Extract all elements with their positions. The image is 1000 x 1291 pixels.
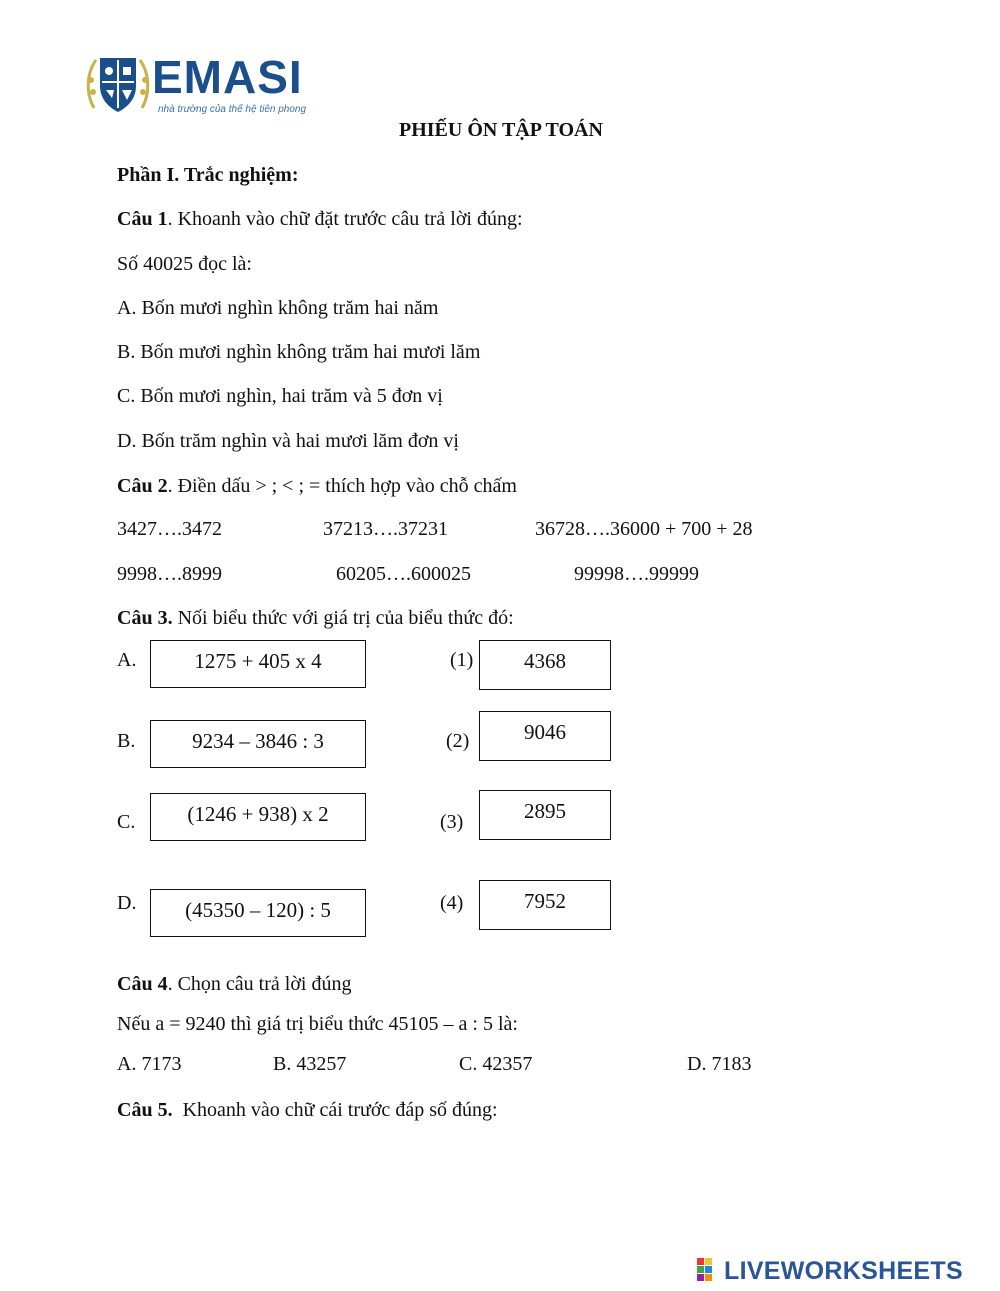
question-2 xyxy=(117,475,517,498)
expression-letter: A. xyxy=(117,649,137,671)
value-number: (4) xyxy=(440,892,464,914)
question-5 xyxy=(117,1099,498,1122)
school-crest-icon xyxy=(84,50,152,118)
expression-box-d[interactable]: (45350 – 120) : 5 xyxy=(150,889,366,937)
compare-item[interactable]: 99998….99999 xyxy=(574,563,699,585)
brand-slogan: nhà trường của thế hệ tiên phong xyxy=(158,104,307,115)
value-number: (2) xyxy=(446,730,470,752)
question-label: Câu 2 xyxy=(117,475,168,497)
liveworksheets-wordmark: LIVEWORKSHEETS xyxy=(724,1257,963,1285)
answer-option-a[interactable]: A. Bốn mươi nghìn không trăm hai năm xyxy=(117,297,439,319)
question-3 xyxy=(117,607,514,630)
question-instruction: . Khoanh vào chữ đặt trước câu trả lời đúng: xyxy=(167,208,523,230)
question-label: Câu 1 xyxy=(117,208,168,230)
expression-box-b[interactable]: 9234 – 3846 : 3 xyxy=(150,720,366,768)
question-instruction: Nối biểu thức với giá trị của biểu thức đó: xyxy=(172,607,514,629)
question-label: Câu 5. xyxy=(117,1099,173,1121)
school-logo xyxy=(84,50,314,122)
answer-option-b[interactable]: B. 43257 xyxy=(273,1053,347,1075)
question-instruction: . Chọn câu trả lời đúng xyxy=(167,973,352,995)
question-prompt: Nếu a = 9240 thì giá trị biểu thức 45105 – a : 5 là: xyxy=(117,1013,518,1035)
question-instruction: Khoanh vào chữ cái trước đáp số đúng: xyxy=(172,1099,498,1121)
compare-item[interactable]: 37213….37231 xyxy=(323,518,448,540)
expression-box-c[interactable]: (1246 + 938) x 2 xyxy=(150,793,366,841)
value-box-1[interactable]: 4368 xyxy=(479,640,611,690)
question-1 xyxy=(117,208,523,231)
answer-option-c[interactable]: C. 42357 xyxy=(459,1053,533,1075)
compare-item[interactable]: 36728….36000 + 700 + 28 xyxy=(535,518,753,540)
value-number: (3) xyxy=(440,811,464,833)
value-box-2[interactable]: 9046 xyxy=(479,711,611,761)
liveworksheets-cube-icon xyxy=(697,1258,721,1282)
value-box-3[interactable]: 2895 xyxy=(479,790,611,840)
page-title: PHIẾU ÔN TẬP TOÁN xyxy=(399,119,603,141)
answer-option-d[interactable]: D. Bốn trăm nghìn và hai mươi lăm đơn vị xyxy=(117,430,459,452)
compare-item[interactable]: 3427….3472 xyxy=(117,518,222,540)
expression-letter: B. xyxy=(117,730,136,752)
compare-item[interactable]: 60205….600025 xyxy=(336,563,471,585)
expression-box-a[interactable]: 1275 + 405 x 4 xyxy=(150,640,366,688)
answer-option-b[interactable]: B. Bốn mươi nghìn không trăm hai mươi lăm xyxy=(117,341,481,363)
question-instruction: . Điền dấu > ; < ; = thích hợp vào chỗ chấm xyxy=(167,475,517,497)
question-4 xyxy=(117,973,351,996)
compare-item[interactable]: 9998….8999 xyxy=(117,563,222,585)
brand-name: EMASI xyxy=(152,51,303,103)
value-number: (1) xyxy=(450,649,474,671)
answer-option-a[interactable]: A. 7173 xyxy=(117,1053,182,1075)
expression-letter: C. xyxy=(117,811,136,833)
question-label: Câu 3. xyxy=(117,607,173,629)
question-prompt: Số 40025 đọc là: xyxy=(117,253,252,275)
expression-letter: D. xyxy=(117,892,137,914)
section-heading: Phần I. Trắc nghiệm: xyxy=(117,164,299,186)
question-label: Câu 4 xyxy=(117,973,168,995)
value-box-4[interactable]: 7952 xyxy=(479,880,611,930)
answer-option-d[interactable]: D. 7183 xyxy=(687,1053,752,1075)
answer-option-c[interactable]: C. Bốn mươi nghìn, hai trăm và 5 đơn vị xyxy=(117,385,443,407)
